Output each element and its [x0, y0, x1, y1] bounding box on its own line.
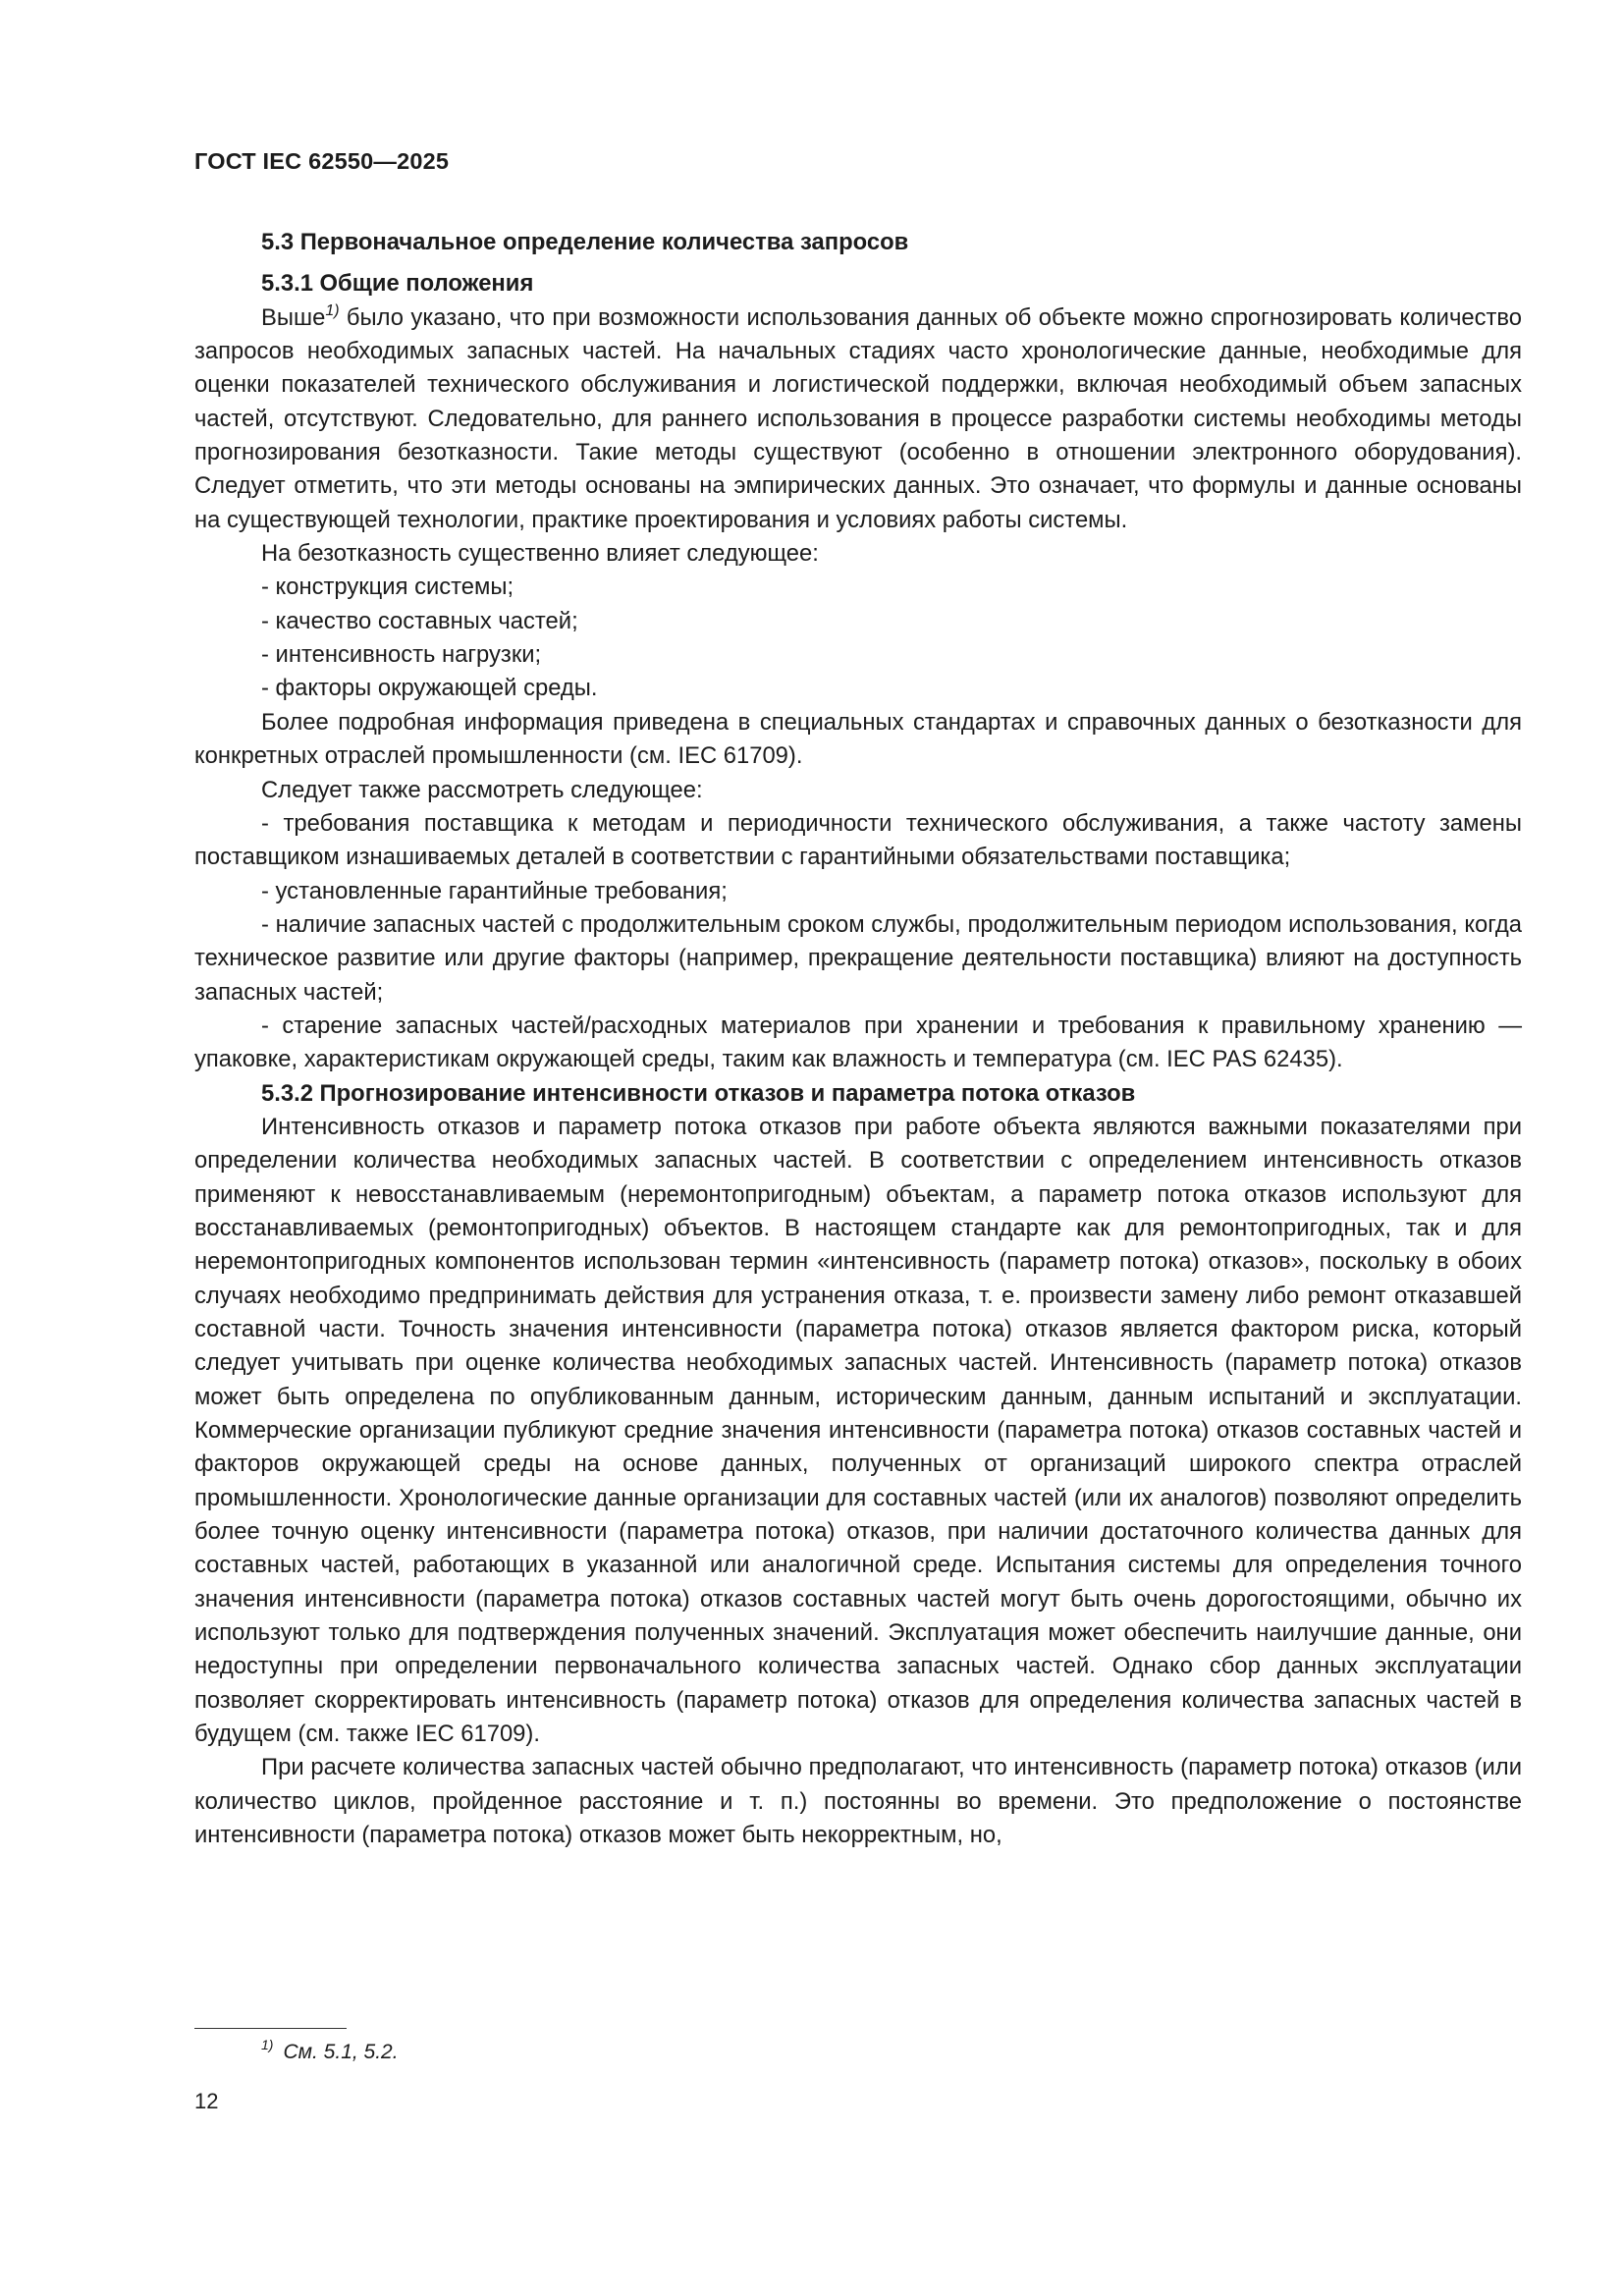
list-item: - интенсивность нагрузки;	[261, 641, 542, 669]
list-item: - старение запасных частей/расходных материалов при хранении и требования к правильному хранению — упаковке, характеристикам окружающей среды, таким как влажность и температура (см. IEC PAS 62435).	[194, 1011, 1522, 1073]
paragraph: На безотказность существенно влияет следующее:	[261, 540, 819, 568]
footnote-marker: 1)	[261, 2037, 274, 2052]
footnote-text: См. 5.1, 5.2.	[283, 2041, 399, 2063]
section-5-3-2-heading: 5.3.2 Прогнозирование интенсивности отказов и параметра потока отказов	[261, 1079, 1136, 1107]
paragraph-lead-word: Выше	[261, 303, 326, 331]
paragraph-text: было указано, что при возможности использования данных об объекте можно спрогнозировать количество запросов необходимых запасных частей. На начальных стадиях часто хронологические данные, необходимые для оценки показателей технического обслуживания и логистической поддержки, включая необходимый объем запасных частей, отсутствуют. Следовательно, для раннего использования в процессе разработки системы необходимы методы прогнозирования безотказности. Такие методы существуют (особенно в отношении электронного оборудования). Следует отметить, что эти методы основаны на эмпирических данных. Это означает, что формулы и данные основаны на существующей технологии, практике проектирования и условиях работы системы.	[194, 303, 1522, 533]
footnote	[261, 2037, 399, 2064]
paragraph: Более подробная информация приведена в специальных стандартах и справочных данных о безотказности для конкретных отраслей промышленности (см. IEC 61709).	[194, 708, 1522, 770]
list-item: - факторы окружающей среды.	[261, 675, 598, 702]
paragraph	[194, 301, 1522, 537]
paragraph: Интенсивность отказов и параметр потока отказов при работе объекта являются важными показателями при определении количества необходимых запасных частей. В соответствии с определением интенсивность отказов применяют к невосстанавливаемым (неремонтопригодным) объектам, а параметр потока отказов используют для восстанавливаемых (ремонтопригодных) объектов. В настоящем стандарте как для ремонтопригодных, так и для неремонтопригодных компонентов использован термин «интенсивность (параметр потока) отказов», поскольку в обоих случаях необходимо предпринимать действия для устранения отказа, т. е. произвести замену либо ремонт отказавшей составной части. Точность значения интенсивности (параметра потока) отказов является фактором риска, который следует учитывать при оценке количества необходимых запасных частей. Интенсивность (параметр потока) отказов может быть определена по опубликованным данным, историческим данным, данным испытаний и эксплуатации. Коммерческие организации публикуют средние значения интенсивности (параметра потока) отказов составных частей и факторов окружающей среды на основе данных, полученных от организаций широкого спектра отраслей промышленности. Хронологические данные организации для составных частей (или их аналогов) позволяют определить более точную оценку интенсивности (параметра потока) отказов, при наличии достаточного количества данных для составных частей, работающих в указанной или аналогичной среде. Испытания системы для определения точного значения интенсивности (параметра потока) отказов составных частей могут быть очень дорогостоящими, обычно их используют только для подтверждения полученных значений. Эксплуатация может обеспечить наилучшие данные, они недоступны при определении первоначального количества запасных частей. Однако сбор данных эксплуатации позволяет скорректировать интенсивность (параметр потока) отказов для определения количества запасных частей в будущем (см. также IEC 61709).	[194, 1113, 1522, 1748]
page-number: 12	[194, 2089, 219, 2113]
standard-header: ГОСТ IEC 62550—2025	[194, 148, 450, 174]
paragraph: При расчете количества запасных частей обычно предполагают, что интенсивность (параметр потока) отказов (или количество циклов, пройденное расстояние и т. п.) постоянны во времени. Это предположение о постоянстве интенсивности (параметра потока) отказов может быть некорректным, но,	[194, 1754, 1522, 1849]
footnote-divider	[194, 2028, 347, 2029]
paragraph: Следует также рассмотреть следующее:	[261, 776, 703, 803]
list-item: - конструкция системы;	[261, 574, 514, 601]
section-5-3-1-heading: 5.3.1 Общие положения	[261, 270, 534, 298]
list-item: - установленные гарантийные требования;	[261, 877, 728, 904]
body-text	[194, 226, 1522, 1853]
section-5-3-heading: 5.3 Первоначальное определение количества запросов	[261, 229, 909, 255]
list-item: - качество составных частей;	[261, 607, 578, 634]
list-item: - наличие запасных частей с продолжительным сроком службы, продолжительным периодом использования, когда техническое развитие или другие факторы (например, прекращение деятельности поставщика) влияют на доступность запасных частей;	[194, 910, 1522, 1006]
list-item: - требования поставщика к методам и периодичности технического обслуживания, а также частоту замены поставщиком изнашиваемых деталей в соответствии с гарантийными обязательствами поставщика;	[194, 809, 1522, 871]
footnote-reference: 1)	[325, 301, 340, 319]
